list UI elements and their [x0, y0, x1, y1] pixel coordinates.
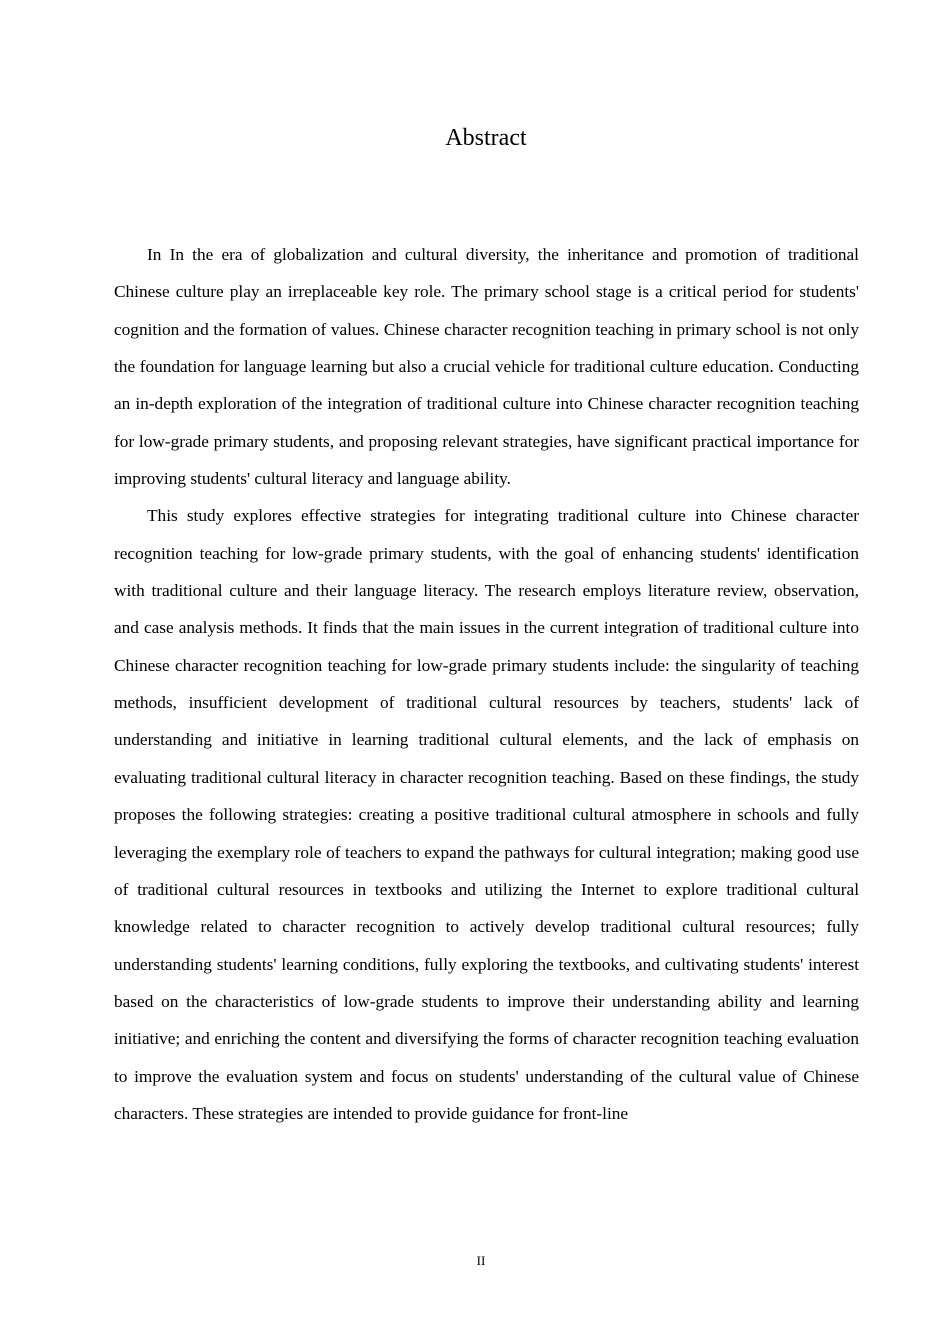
- abstract-paragraph-2: This study explores effective strategies for integrating traditional culture into Chinese character recognition teaching for low-grade primary students, with the goal of enhancing students' identification with traditional culture and their language literacy. The research employs literature review, observation, and case analysis methods. It finds that the main issues in the current integration of traditional culture into Chinese character recognition teaching for low-grade primary students include: the singularity of teaching methods, insufficient development of traditional cultural resources by teachers, students' lack of understanding and initiative in learning traditional cultural elements, and the lack of emphasis on evaluating traditional cultural literacy in character recognition teaching. Based on these findings, the study proposes the following strategies: creating a positive traditional cultural atmosphere in schools and fully leveraging the exemplary role of teachers to expand the pathways for cultural integration; making good use of traditional cultural resources in textbooks and utilizing the Internet to explore traditional cultural knowledge related to character recognition to actively develop traditional cultural resources; fully understanding students' learning conditions, fully exploring the textbooks, and cultivating students' interest based on the characteristics of low-grade students to improve their understanding ability and learning initiative; and enriching the content and diversifying the forms of character recognition teaching evaluation to improve the evaluation system and focus on students' understanding of the cultural value of Chinese characters. These strategies are intended to provide guidance for front-line: [114, 506, 859, 1123]
- abstract-paragraph-1: In In the era of globalization and cultural diversity, the inheritance and promotion of traditional Chinese culture play an irreplaceable key role. The primary school stage is a critical period for students' cognition and the formation of values. Chinese character recognition teaching in primary school is not only the foundation for language learning but also a crucial vehicle for traditional culture education. Conducting an in-depth exploration of the integration of traditional culture into Chinese character recognition teaching for low-grade primary students, and proposing relevant strategies, have significant practical importance for improving students' cultural literacy and language ability.: [114, 245, 859, 489]
- abstract-title: Abstract: [445, 125, 527, 151]
- abstract-body: [114, 236, 859, 1132]
- page-number: II: [476, 1253, 486, 1268]
